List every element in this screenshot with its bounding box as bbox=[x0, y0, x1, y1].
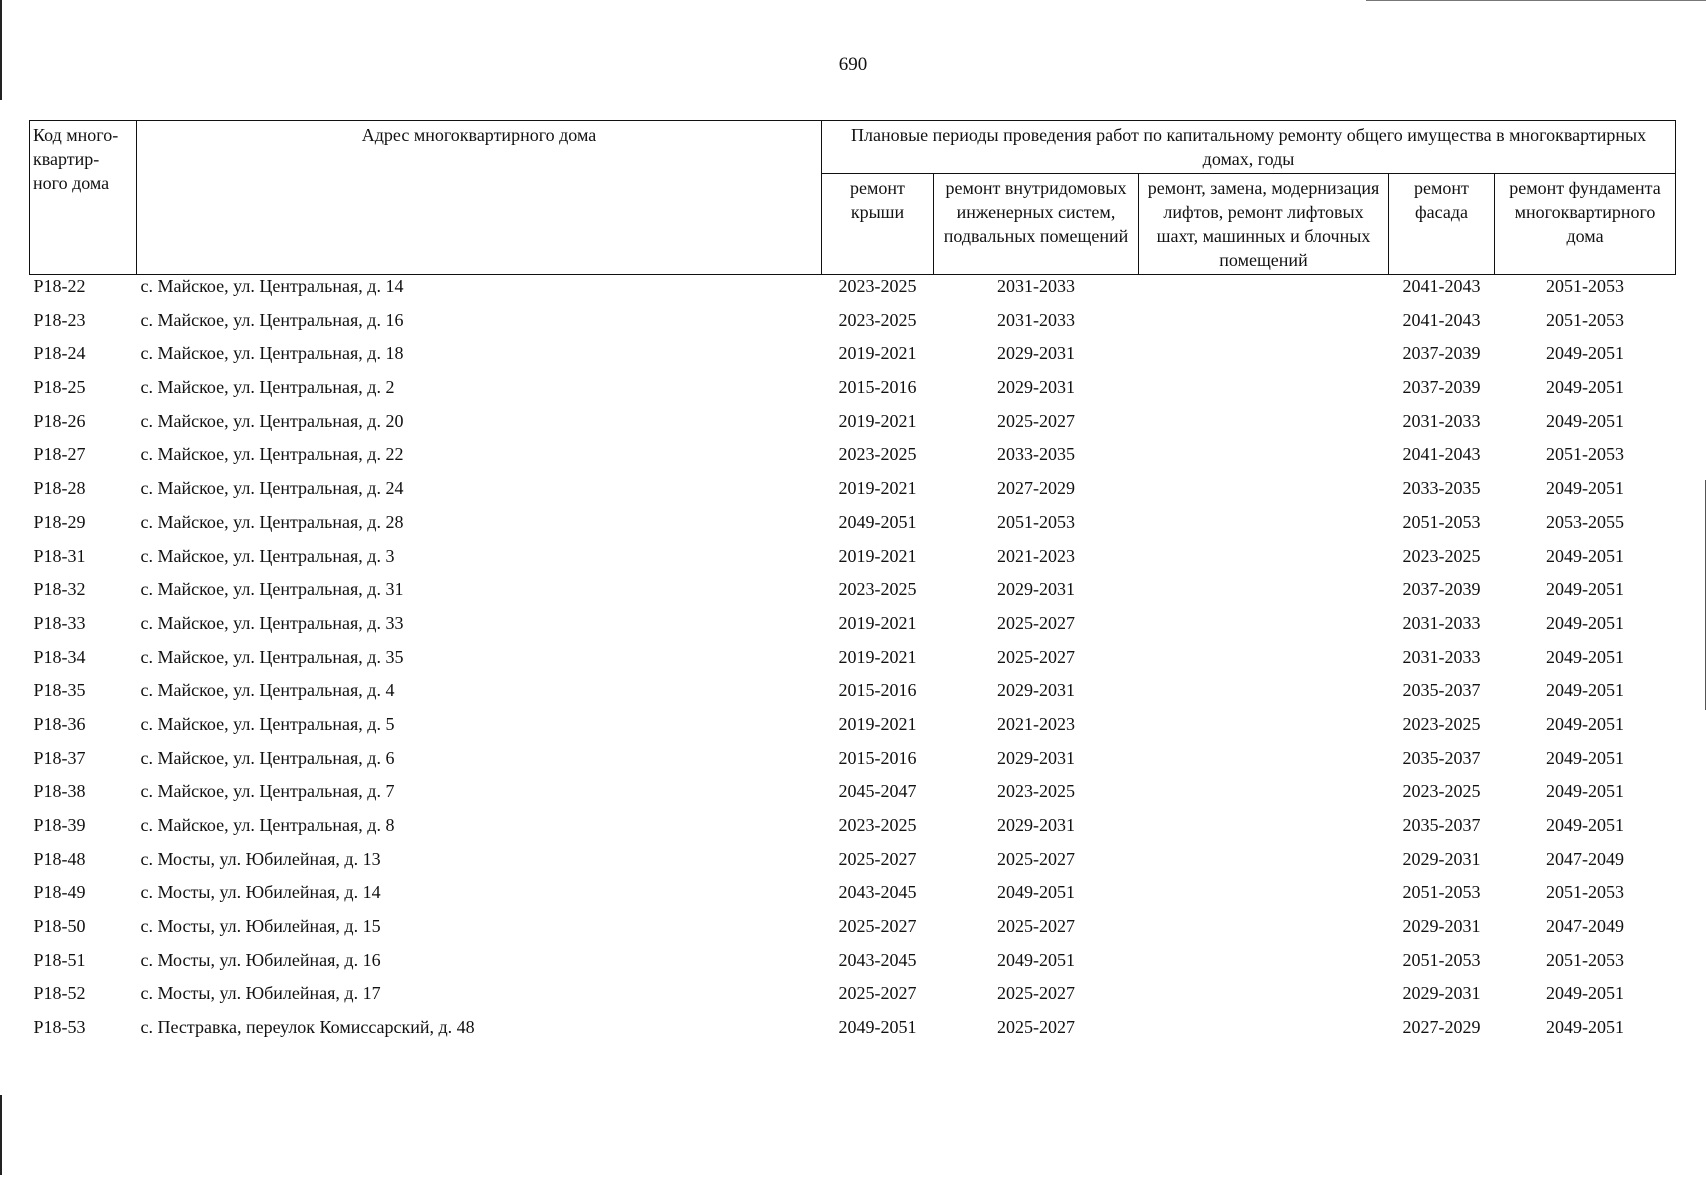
cell-engineering: 2027-2029 bbox=[997, 478, 1075, 499]
header-foundation: ремонт фундамента многоквартирного дома bbox=[1495, 174, 1676, 275]
header-address: Адрес многоквартирного дома bbox=[137, 121, 822, 275]
cell-roof: 2019-2021 bbox=[838, 478, 917, 499]
table-row bbox=[30, 1016, 1676, 1050]
cell-elevators bbox=[1139, 376, 1389, 410]
cell-engineering: 2023-2025 bbox=[997, 781, 1075, 802]
cell-elevators bbox=[1139, 275, 1389, 309]
cell-address: с. Майское, ул. Центральная, д. 28 bbox=[140, 511, 404, 532]
cell-elevators bbox=[1139, 679, 1389, 713]
table-row bbox=[30, 982, 1676, 1016]
cell-engineering: 2025-2027 bbox=[997, 1017, 1075, 1038]
cell-foundation: 2047-2049 bbox=[1546, 848, 1625, 869]
cell-address: с. Майское, ул. Центральная, д. 5 bbox=[140, 713, 395, 734]
cell-address: с. Майское, ул. Центральная, д. 8 bbox=[140, 815, 395, 835]
cell-code: P18-52 bbox=[33, 983, 86, 1004]
cell-roof: 2023-2025 bbox=[838, 579, 917, 600]
cell-code: P18-37 bbox=[33, 747, 86, 768]
cell-facade: 2051-2053 bbox=[1402, 949, 1481, 970]
cell-foundation: 2049-2051 bbox=[1546, 545, 1625, 566]
cell-engineering: 2049-2051 bbox=[997, 882, 1075, 903]
cell-facade: 2033-2035 bbox=[1402, 478, 1481, 499]
cell-engineering: 2031-2033 bbox=[997, 309, 1075, 330]
cell-elevators bbox=[1139, 881, 1389, 915]
cell-elevators bbox=[1139, 477, 1389, 511]
table-row bbox=[30, 309, 1676, 343]
cell-roof: 2023-2025 bbox=[838, 276, 917, 296]
cell-elevators bbox=[1139, 780, 1389, 814]
cell-foundation: 2047-2049 bbox=[1546, 916, 1625, 937]
cell-foundation: 2049-2051 bbox=[1546, 377, 1625, 398]
table-row bbox=[30, 949, 1676, 983]
cell-facade: 2023-2025 bbox=[1402, 545, 1481, 566]
cell-code: P18-27 bbox=[33, 444, 86, 465]
table-row bbox=[30, 848, 1676, 882]
cell-code: P18-35 bbox=[33, 680, 86, 701]
cell-facade: 2037-2039 bbox=[1402, 343, 1481, 364]
cell-foundation: 2049-2051 bbox=[1546, 410, 1625, 431]
cell-address: с. Майское, ул. Центральная, д. 33 bbox=[140, 612, 404, 633]
cell-engineering: 2021-2023 bbox=[997, 545, 1075, 566]
header-engineering: ремонт внутридомовых инженерных систем, подвальных помещений bbox=[934, 174, 1139, 275]
cell-roof: 2025-2027 bbox=[838, 983, 917, 1004]
cell-code: P18-25 bbox=[33, 377, 86, 398]
cell-code: P18-23 bbox=[33, 309, 86, 330]
capital-repair-table bbox=[29, 120, 1676, 1050]
cell-roof: 2045-2047 bbox=[838, 781, 917, 802]
cell-address: с. Майское, ул. Центральная, д. 31 bbox=[140, 579, 404, 600]
cell-facade: 2037-2039 bbox=[1402, 579, 1481, 600]
table-row bbox=[30, 612, 1676, 646]
scan-edge-mark-bottom bbox=[0, 1095, 2, 1175]
cell-address: с. Мосты, ул. Юбилейная, д. 13 bbox=[140, 848, 381, 869]
cell-foundation: 2051-2053 bbox=[1546, 949, 1625, 970]
cell-foundation: 2049-2051 bbox=[1546, 646, 1625, 667]
cell-elevators bbox=[1139, 545, 1389, 579]
table-row bbox=[30, 915, 1676, 949]
cell-engineering: 2029-2031 bbox=[997, 377, 1075, 398]
cell-roof: 2019-2021 bbox=[838, 343, 917, 364]
cell-facade: 2023-2025 bbox=[1402, 781, 1481, 802]
cell-roof: 2049-2051 bbox=[838, 511, 917, 532]
cell-roof: 2049-2051 bbox=[838, 1017, 917, 1038]
cell-elevators bbox=[1139, 578, 1389, 612]
cell-roof: 2015-2016 bbox=[838, 747, 917, 768]
cell-facade: 2037-2039 bbox=[1402, 377, 1481, 398]
cell-address: с. Майское, ул. Центральная, д. 35 bbox=[140, 646, 404, 667]
table-row bbox=[30, 342, 1676, 376]
cell-engineering: 2029-2031 bbox=[997, 815, 1075, 835]
table-row bbox=[30, 477, 1676, 511]
cell-engineering: 2029-2031 bbox=[997, 747, 1075, 768]
cell-facade: 2029-2031 bbox=[1402, 983, 1481, 1004]
cell-foundation: 2049-2051 bbox=[1546, 781, 1625, 802]
cell-code: P18-31 bbox=[33, 545, 86, 566]
cell-address: с. Мосты, ул. Юбилейная, д. 15 bbox=[140, 916, 381, 937]
cell-facade: 2051-2053 bbox=[1402, 511, 1481, 532]
cell-code: P18-53 bbox=[33, 1017, 86, 1038]
cell-elevators bbox=[1139, 309, 1389, 343]
cell-engineering: 2025-2027 bbox=[997, 612, 1075, 633]
table-row bbox=[30, 443, 1676, 477]
cell-facade: 2041-2043 bbox=[1402, 276, 1481, 296]
cell-elevators bbox=[1139, 848, 1389, 882]
table-row bbox=[30, 376, 1676, 410]
cell-roof: 2025-2027 bbox=[838, 848, 917, 869]
cell-roof: 2019-2021 bbox=[838, 410, 917, 431]
cell-facade: 2031-2033 bbox=[1402, 646, 1481, 667]
cell-elevators bbox=[1139, 410, 1389, 444]
cell-code: P18-49 bbox=[33, 882, 86, 903]
cell-foundation: 2049-2051 bbox=[1546, 713, 1625, 734]
cell-engineering: 2021-2023 bbox=[997, 713, 1075, 734]
cell-engineering: 2051-2053 bbox=[997, 511, 1075, 532]
cell-code: P18-32 bbox=[33, 579, 86, 600]
cell-facade: 2035-2037 bbox=[1402, 747, 1481, 768]
cell-elevators bbox=[1139, 1016, 1389, 1050]
cell-foundation: 2049-2051 bbox=[1546, 579, 1625, 600]
table-row bbox=[30, 881, 1676, 915]
cell-code: P18-22 bbox=[33, 276, 86, 296]
cell-facade: 2029-2031 bbox=[1402, 916, 1481, 937]
cell-roof: 2015-2016 bbox=[838, 377, 917, 398]
table-row bbox=[30, 814, 1676, 848]
cell-elevators bbox=[1139, 511, 1389, 545]
cell-foundation: 2053-2055 bbox=[1546, 511, 1625, 532]
cell-elevators bbox=[1139, 982, 1389, 1016]
cell-engineering: 2025-2027 bbox=[997, 983, 1075, 1004]
cell-foundation: 2049-2051 bbox=[1546, 478, 1625, 499]
cell-roof: 2019-2021 bbox=[838, 713, 917, 734]
cell-code: P18-28 bbox=[33, 478, 86, 499]
cell-engineering: 2025-2027 bbox=[997, 410, 1075, 431]
cell-elevators bbox=[1139, 747, 1389, 781]
cell-engineering: 2049-2051 bbox=[997, 949, 1075, 970]
cell-engineering: 2025-2027 bbox=[997, 646, 1075, 667]
cell-foundation: 2051-2053 bbox=[1546, 444, 1625, 465]
cell-facade: 2035-2037 bbox=[1402, 680, 1481, 701]
cell-facade: 2031-2033 bbox=[1402, 410, 1481, 431]
cell-address: с. Майское, ул. Центральная, д. 22 bbox=[140, 444, 404, 465]
cell-foundation: 2049-2051 bbox=[1546, 612, 1625, 633]
cell-engineering: 2029-2031 bbox=[997, 579, 1075, 600]
header-planned-periods: Плановые периоды проведения работ по капитальному ремонту общего имущества в многоквартирных домах, годы bbox=[822, 121, 1676, 174]
header-facade: ремонт фасада bbox=[1389, 174, 1495, 275]
header-elevators: ремонт, замена, модернизация лифтов, ремонт лифтовых шахт, машинных и блочных помещений bbox=[1139, 174, 1389, 275]
cell-code: P18-26 bbox=[33, 410, 86, 431]
table-row bbox=[30, 511, 1676, 545]
header-roof: ремонт крыши bbox=[822, 174, 934, 275]
cell-code: P18-34 bbox=[33, 646, 86, 667]
cell-code: P18-38 bbox=[33, 781, 86, 802]
cell-address: с. Майское, ул. Центральная, д. 6 bbox=[140, 747, 395, 768]
cell-code: P18-24 bbox=[33, 343, 86, 364]
cell-code: P18-29 bbox=[33, 511, 86, 532]
cell-facade: 2031-2033 bbox=[1402, 612, 1481, 633]
cell-elevators bbox=[1139, 646, 1389, 680]
cell-roof: 2043-2045 bbox=[838, 949, 917, 970]
cell-roof: 2025-2027 bbox=[838, 916, 917, 937]
cell-foundation: 2049-2051 bbox=[1546, 680, 1625, 701]
cell-foundation: 2049-2051 bbox=[1546, 747, 1625, 768]
cell-facade: 2041-2043 bbox=[1402, 444, 1481, 465]
cell-facade: 2029-2031 bbox=[1402, 848, 1481, 869]
cell-code: P18-50 bbox=[33, 916, 86, 937]
cell-engineering: 2029-2031 bbox=[997, 680, 1075, 701]
table-row bbox=[30, 646, 1676, 680]
cell-engineering: 2031-2033 bbox=[997, 276, 1075, 296]
cell-elevators bbox=[1139, 612, 1389, 646]
cell-elevators bbox=[1139, 915, 1389, 949]
cell-address: с. Майское, ул. Центральная, д. 2 bbox=[140, 377, 395, 398]
cell-address: с. Майское, ул. Центральная, д. 18 bbox=[140, 343, 404, 364]
cell-address: с. Пестравка, переулок Комиссарский, д. 48 bbox=[140, 1017, 475, 1038]
cell-roof: 2019-2021 bbox=[838, 646, 917, 667]
cell-roof: 2023-2025 bbox=[838, 309, 917, 330]
cell-engineering: 2025-2027 bbox=[997, 848, 1075, 869]
table-row bbox=[30, 578, 1676, 612]
cell-address: с. Мосты, ул. Юбилейная, д. 17 bbox=[140, 983, 381, 1004]
cell-foundation: 2049-2051 bbox=[1546, 983, 1625, 1004]
cell-elevators bbox=[1139, 814, 1389, 848]
cell-address: с. Мосты, ул. Юбилейная, д. 16 bbox=[140, 949, 381, 970]
cell-address: с. Майское, ул. Центральная, д. 14 bbox=[140, 276, 404, 296]
page-number: 690 bbox=[838, 54, 868, 75]
cell-foundation: 2049-2051 bbox=[1546, 343, 1625, 364]
table-row bbox=[30, 410, 1676, 444]
cell-address: с. Мосты, ул. Юбилейная, д. 14 bbox=[140, 882, 381, 903]
cell-roof: 2043-2045 bbox=[838, 882, 917, 903]
cell-roof: 2015-2016 bbox=[838, 680, 917, 701]
cell-address: с. Майское, ул. Центральная, д. 4 bbox=[140, 680, 395, 701]
table-row bbox=[30, 679, 1676, 713]
header-code: Код много-квартир-ного дома bbox=[30, 121, 137, 275]
cell-foundation: 2051-2053 bbox=[1546, 309, 1625, 330]
table-row bbox=[30, 780, 1676, 814]
cell-engineering: 2025-2027 bbox=[997, 916, 1075, 937]
cell-elevators bbox=[1139, 949, 1389, 983]
cell-facade: 2023-2025 bbox=[1402, 713, 1481, 734]
table-row bbox=[30, 545, 1676, 579]
cell-code: P18-39 bbox=[33, 815, 86, 835]
cell-facade: 2051-2053 bbox=[1402, 882, 1481, 903]
cell-address: с. Майское, ул. Центральная, д. 16 bbox=[140, 309, 404, 330]
cell-roof: 2019-2021 bbox=[838, 545, 917, 566]
cell-facade: 2041-2043 bbox=[1402, 309, 1481, 330]
table-row bbox=[30, 713, 1676, 747]
cell-code: P18-51 bbox=[33, 949, 86, 970]
cell-engineering: 2033-2035 bbox=[997, 444, 1075, 465]
cell-elevators bbox=[1139, 713, 1389, 747]
cell-foundation: 2051-2053 bbox=[1546, 882, 1625, 903]
cell-code: P18-33 bbox=[33, 612, 86, 633]
cell-roof: 2023-2025 bbox=[838, 815, 917, 835]
cell-elevators bbox=[1139, 443, 1389, 477]
cell-foundation: 2049-2051 bbox=[1546, 1017, 1625, 1038]
cell-address: с. Майское, ул. Центральная, д. 24 bbox=[140, 478, 404, 499]
scan-edge-line-top bbox=[1366, 0, 1706, 1]
cell-code: P18-36 bbox=[33, 713, 86, 734]
cell-elevators bbox=[1139, 342, 1389, 376]
cell-roof: 2023-2025 bbox=[838, 444, 917, 465]
table-header bbox=[30, 121, 1676, 275]
cell-address: с. Майское, ул. Центральная, д. 7 bbox=[140, 781, 395, 802]
cell-code: P18-48 bbox=[33, 848, 86, 869]
cell-engineering: 2029-2031 bbox=[997, 343, 1075, 364]
cell-foundation: 2049-2051 bbox=[1546, 815, 1625, 835]
cell-foundation: 2051-2053 bbox=[1546, 276, 1625, 296]
table-body bbox=[30, 275, 1676, 1050]
cell-address: с. Майское, ул. Центральная, д. 20 bbox=[140, 410, 404, 431]
cell-address: с. Майское, ул. Центральная, д. 3 bbox=[140, 545, 395, 566]
cell-facade: 2027-2029 bbox=[1402, 1017, 1481, 1038]
cell-facade: 2035-2037 bbox=[1402, 815, 1481, 835]
table-row bbox=[30, 747, 1676, 781]
scan-edge-mark-top bbox=[0, 0, 2, 100]
table-row bbox=[30, 275, 1676, 309]
cell-roof: 2019-2021 bbox=[838, 612, 917, 633]
